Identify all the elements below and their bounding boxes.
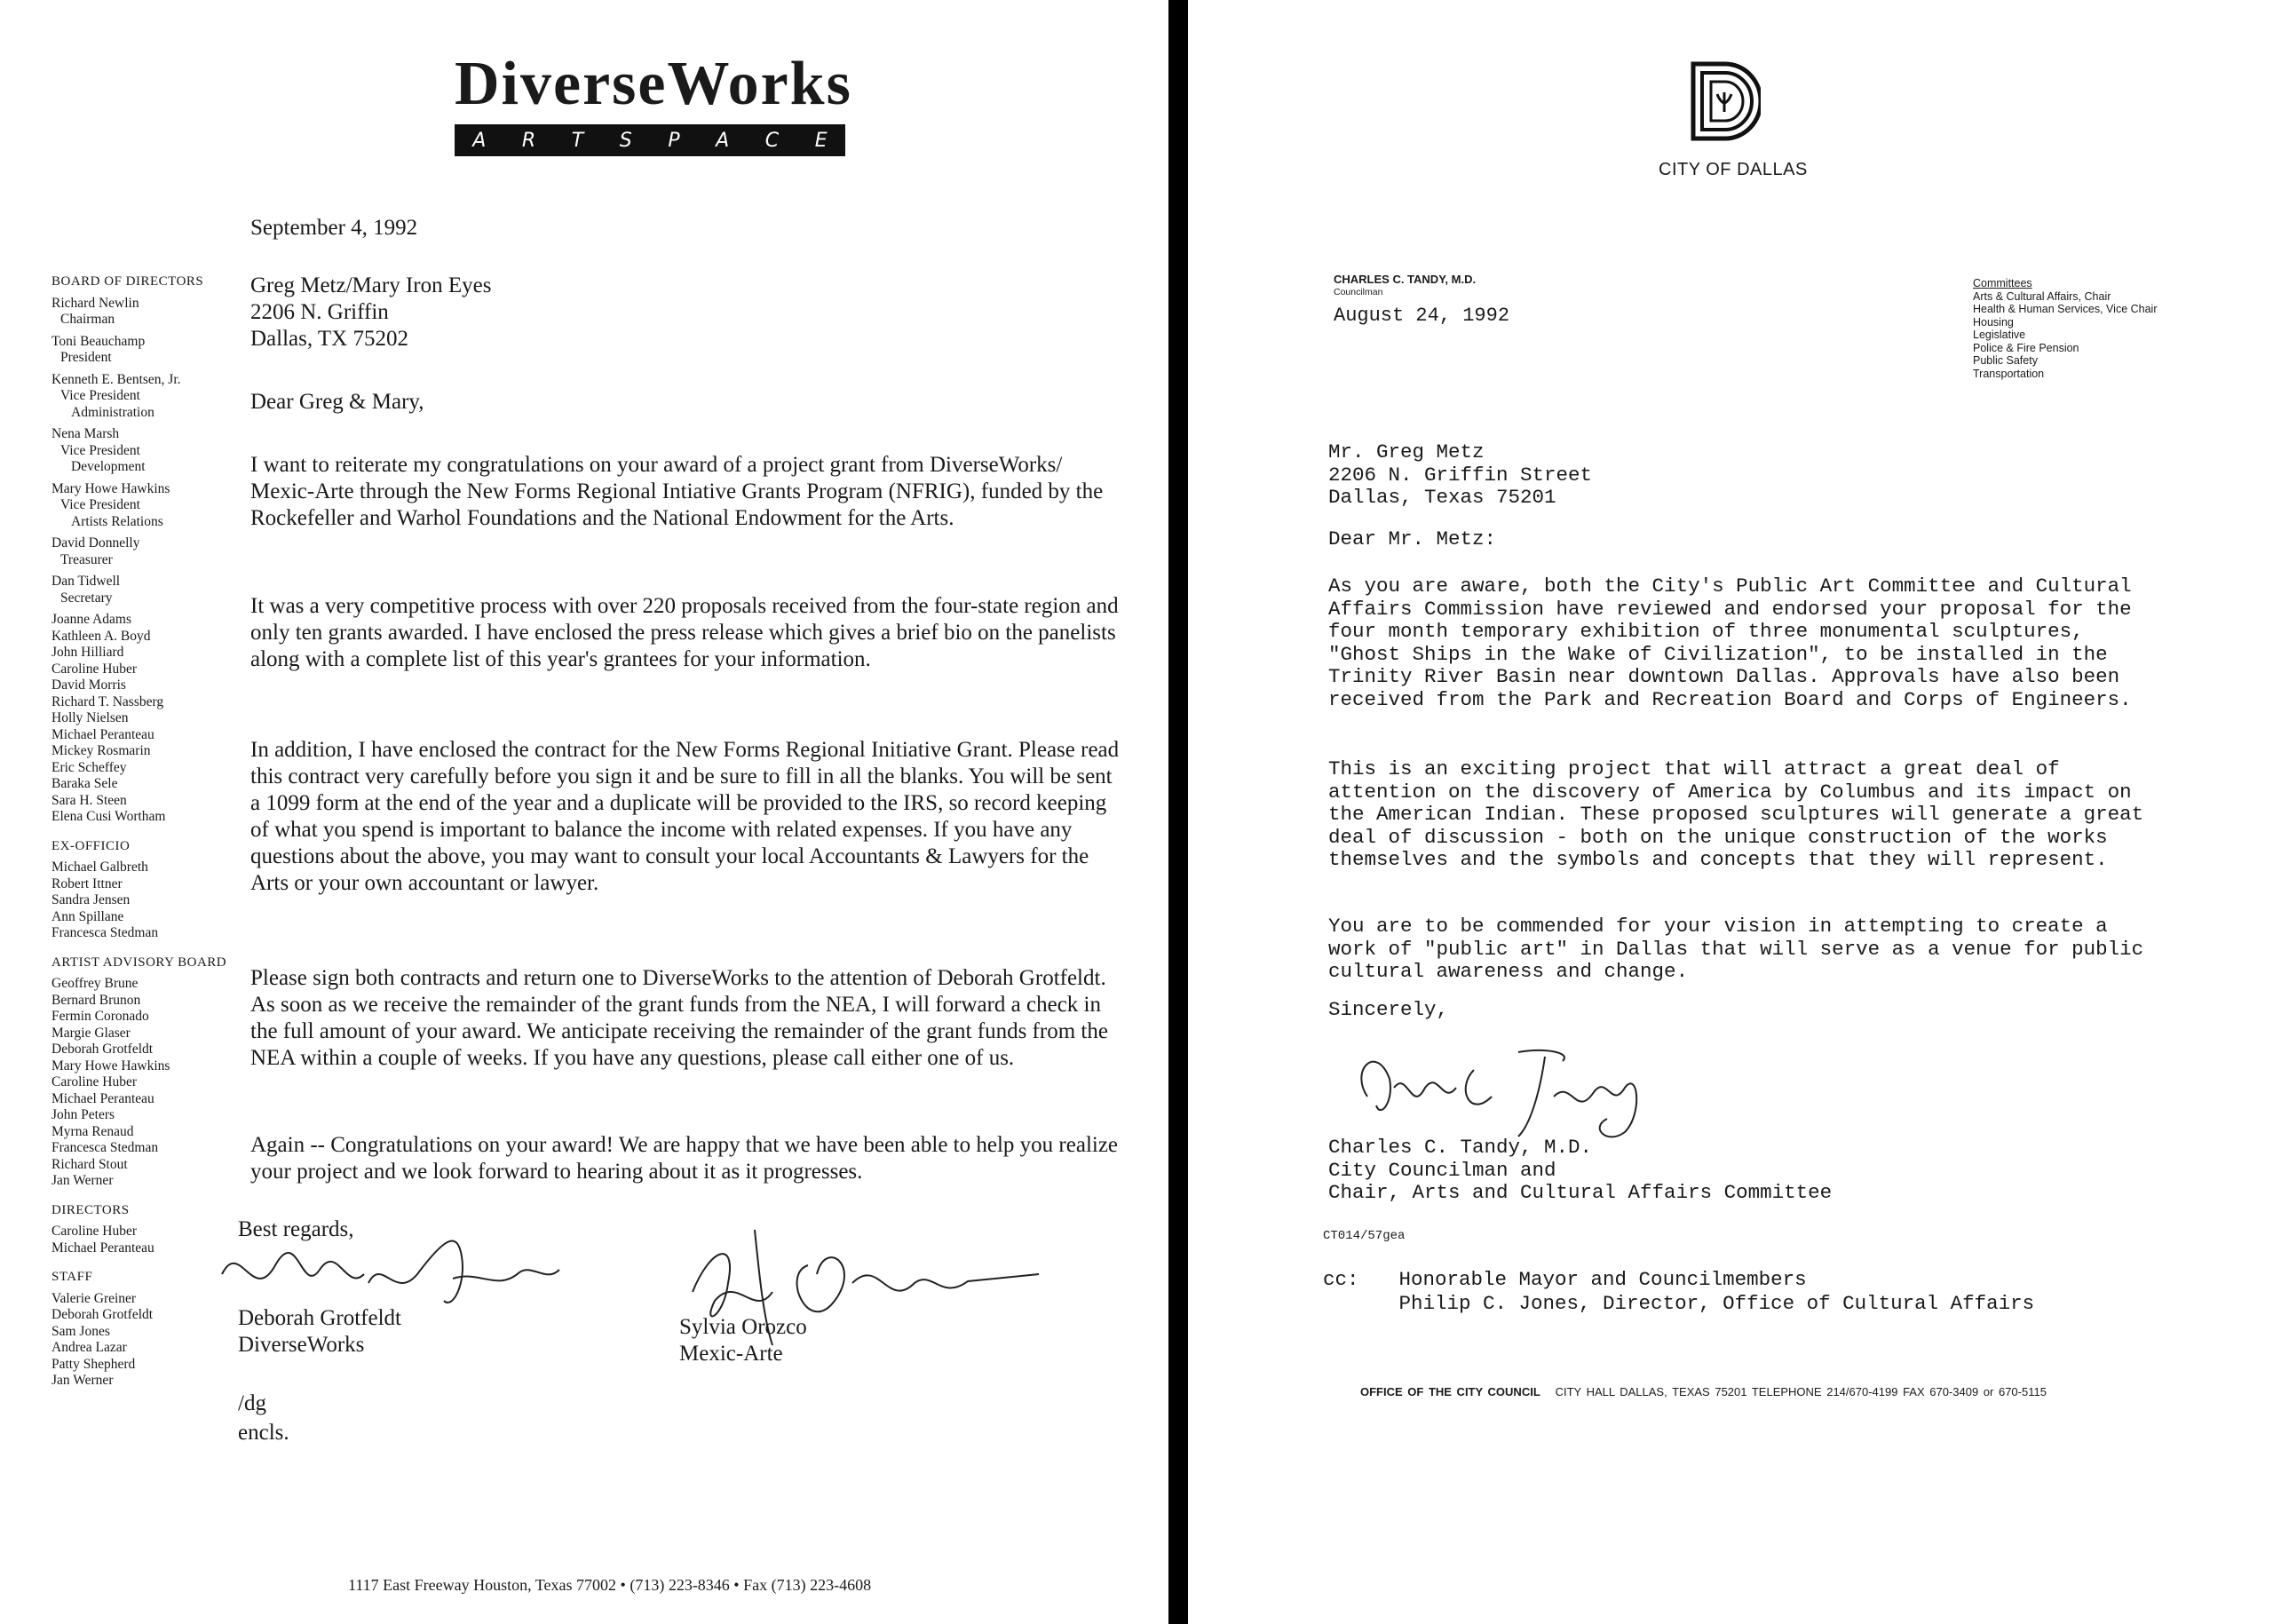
- member-name: Michael Peranteau: [51, 1240, 154, 1256]
- member-name: Francesca Stedman: [51, 925, 159, 940]
- member-name: Patty Shepherd: [51, 1356, 136, 1372]
- committee-item: Housing: [1973, 315, 2014, 329]
- member-name: Michael Peranteau: [51, 1090, 154, 1106]
- member-name: John Peters: [51, 1107, 115, 1122]
- member-name: Joanne Adams: [51, 612, 131, 627]
- committee-item: Transportation: [1973, 367, 2045, 380]
- cc-recipient: Philip C. Jones, Director, Office of Cultural Affairs: [1398, 1292, 2035, 1315]
- officer-entry: [51, 535, 247, 568]
- address-line: Dallas, Texas 75201: [1328, 486, 1556, 509]
- paragraph: Again -- Congratulations on your award! We are happy that we have been able to help you realize your project and we look forward to hearing about it as it progresses.: [250, 1133, 1119, 1184]
- officer-role: Development: [71, 459, 146, 474]
- footer-contact: CITY HALL DALLAS, TEXAS 75201 TELEPHONE 214/670-4199 FAX 670-3409 or 670-5115: [1555, 1385, 2047, 1398]
- officer-role: Vice President: [60, 497, 140, 512]
- letter-date: August 24, 1992: [1334, 305, 1510, 327]
- address-line: Dallas, TX 75202: [250, 327, 408, 351]
- member-name: Francesca Stedman: [51, 1140, 159, 1155]
- paragraph: It was a very competitive process with over 220 proposals received from the four-state region and only ten grants awarded. I have enclosed the press release which gives a brief bio on the panelists along with a complete list of this year's grantees for your information.: [250, 594, 1119, 671]
- page-divider: [1168, 0, 1188, 1624]
- salutation: Dear Mr. Metz:: [1328, 527, 1497, 551]
- diverseworks-footer: 1117 East Freeway Houston, Texas 77002 • (713) 223-8346 • Fax (713) 223-4608: [348, 1576, 872, 1594]
- officer-entry: [51, 574, 247, 606]
- diverseworks-logo: DiverseWorks: [455, 50, 852, 118]
- sidebar-heading: EX-OFFICIO: [51, 838, 131, 853]
- officer-role: Secretary: [60, 590, 113, 606]
- city-of-dallas-logo-icon: [1690, 60, 1761, 142]
- member-name: Sandra Jensen: [51, 892, 131, 907]
- member-name: Ann Spillane: [51, 908, 124, 924]
- member-name: Andrea Lazar: [51, 1340, 127, 1355]
- member-name: Caroline Huber: [51, 1074, 137, 1089]
- enclosures: encls.: [238, 1421, 289, 1445]
- sidebar-heading: ARTIST ADVISORY BOARD: [51, 955, 227, 970]
- officer-name: Toni Beauchamp: [51, 333, 146, 349]
- committee-item: Health & Human Services, Vice Chair: [1973, 303, 2158, 315]
- paragraph: You are to be commended for your vision in attempting to create a work of "public art" in Dallas that will serve as a venue for public cultural awareness and change.: [1328, 915, 2144, 983]
- artspace-letter: S: [619, 129, 632, 152]
- closing: Best regards,: [238, 1217, 354, 1241]
- member-name: Mary Howe Hawkins: [51, 1058, 170, 1073]
- member-name: Caroline Huber: [51, 1224, 137, 1239]
- member-name: Fermin Coronado: [51, 1009, 149, 1024]
- member-name: Richard T. Nassberg: [51, 693, 164, 709]
- member-name: Caroline Huber: [51, 661, 137, 677]
- artspace-letter: P: [668, 129, 680, 152]
- councilman-title: Councilman: [1334, 287, 1383, 297]
- paragraph: As you are aware, both the City's Public Art Committee and Cultural Affairs Commission have reviewed and endorsed your proposal for the four month temporary exhibition of three monumental sculptures, "Ghost Ships in the Wake of Civilization", to be installed in the Trinity River Basin near downtown Dallas. Approvals have also been received from the Park and Recreation Board and Corps of Engineers.: [1328, 574, 2132, 711]
- paragraph: This is an exciting project that will attract a great deal of attention on the discovery of America by Columbus and its impact on the American Indian. These proposed sculptures will generate a great deal of discussion - both on the unique construction of the works themselves and the symbols and concepts that they will represent.: [1328, 757, 2144, 871]
- cc-block: [1323, 1268, 2034, 1316]
- signature-line: Chair, Arts and Cultural Affairs Committee: [1328, 1181, 1833, 1204]
- artspace-letter: R: [521, 129, 536, 152]
- officer-name: David Donnelly: [51, 535, 140, 551]
- member-name: Holly Nielsen: [51, 710, 129, 725]
- address-line: 2206 N. Griffin: [250, 300, 389, 324]
- signature-line: Charles C. Tandy, M.D.: [1328, 1136, 1593, 1159]
- committee-item: Arts & Cultural Affairs, Chair: [1973, 289, 2111, 303]
- member-name: Myrna Renaud: [51, 1123, 134, 1139]
- officer-name: Richard Newlin: [51, 295, 139, 311]
- member-name: Elena Cusi Wortham: [51, 809, 166, 824]
- member-name: Mickey Rosmarin: [51, 743, 151, 758]
- closing: Sincerely,: [1328, 998, 1449, 1021]
- member-name: Bernard Brunon: [51, 992, 141, 1008]
- cc-label: cc:: [1323, 1268, 1359, 1291]
- officer-entry: [51, 372, 247, 422]
- member-name: David Morris: [51, 677, 126, 693]
- signature-line: City Councilman and: [1328, 1158, 1556, 1182]
- signer1-block: [238, 1305, 401, 1359]
- recipient-address: [1328, 441, 2158, 510]
- typist-initials: /dg: [238, 1391, 266, 1415]
- officer-role: Administration: [71, 404, 154, 420]
- officer-role: Artists Relations: [71, 513, 163, 529]
- member-name: Richard Stout: [51, 1156, 128, 1172]
- member-name: Geoffrey Brune: [51, 976, 139, 991]
- officer-name: Mary Howe Hawkins: [51, 480, 170, 496]
- address-line: Greg Metz/Mary Iron Eyes: [250, 273, 492, 297]
- member-name: Kathleen A. Boyd: [51, 628, 151, 644]
- artspace-letter: C: [764, 129, 780, 152]
- officer-name: Nena Marsh: [51, 426, 120, 441]
- cc-recipient: Honorable Mayor and Councilmembers: [1398, 1268, 1807, 1291]
- recipient-address: [250, 273, 1121, 353]
- paragraph: In addition, I have enclosed the contract for the New Forms Regional Initiative Grant. Please read this contract very carefully before you sign it and be sure to fill in all the blanks. You will be sent a 1099 form at the end of the year and a duplicate will be provided to the IRS, so record keeping of what you spend is important to balance the income with related expenses. If you have any questions about the above, you may want to consult your local Accountants & Lawyers for the Arts or your own accountant or lawyer.: [250, 738, 1120, 895]
- reference-code: CT014/57gea: [1323, 1229, 1406, 1243]
- member-name: John Hilliard: [51, 645, 124, 660]
- tandy-signature: [1341, 1034, 1678, 1141]
- member-name: Eric Scheffey: [51, 759, 127, 775]
- sidebar-heading: STAFF: [51, 1270, 93, 1284]
- sidebar-section: [51, 955, 247, 1190]
- member-name: Deborah Grotfeldt: [51, 1307, 154, 1322]
- member-name: Michael Galbreth: [51, 860, 148, 875]
- address-line: 2206 N. Griffin Street: [1328, 463, 1593, 487]
- artspace-letter: A: [716, 129, 730, 152]
- sidebar-section: [51, 838, 247, 942]
- officer-role: Vice President: [60, 442, 140, 458]
- committee-item: Police & Fire Pension: [1973, 341, 2079, 354]
- signer2-block: [679, 1314, 807, 1367]
- artspace-banner: [455, 124, 845, 156]
- paragraph: I want to reiterate my congratulations on your award of a project grant from DiverseWorks/ Mexic-Arte through the New Forms Regional Intiative Grants Program (NFRIG), funded by the Rockefeller and Warhol Foundations and the National Endowment for the Arts.: [250, 453, 1104, 530]
- artspace-letter: T: [571, 129, 584, 152]
- address-line: Mr. Greg Metz: [1328, 440, 1485, 463]
- signer2-name: Sylvia Orozco: [679, 1315, 807, 1339]
- officer-entry: [51, 296, 247, 329]
- officer-entry: [51, 481, 247, 531]
- committee-item: Public Safety: [1973, 354, 2038, 367]
- member-name: Sam Jones: [51, 1323, 110, 1339]
- officer-entry: [51, 426, 247, 476]
- sidebar-heading: DIRECTORS: [51, 1202, 130, 1217]
- footer-office: OFFICE OF THE CITY COUNCIL: [1360, 1385, 1540, 1398]
- committees-list: [1973, 277, 2158, 380]
- artspace-letter: E: [814, 129, 828, 152]
- member-name: Robert Ittner: [51, 875, 123, 891]
- signer2-org: Mexic-Arte: [679, 1342, 783, 1366]
- councilman-name: CHARLES C. TANDY, M.D.: [1334, 273, 1477, 286]
- member-name: Margie Glaser: [51, 1025, 131, 1041]
- signature-lines: [1328, 1137, 2158, 1205]
- officer-role: President: [60, 350, 112, 365]
- artspace-letter: A: [472, 129, 487, 152]
- committee-item: Legislative: [1973, 329, 2026, 341]
- city-of-dallas-name: CITY OF DALLAS: [1659, 160, 1808, 179]
- paragraph: Please sign both contracts and return one to DiverseWorks to the attention of Deborah Grotfeldt. As soon as we receive the remainder of the grant funds from the NEA, I will forward a check in the full amount of your award. We anticipate receiving the remainder of the grant funds from the NEA within a couple of weeks. If you have any questions, please call either one of us.: [250, 966, 1108, 1070]
- officer-role: Chairman: [60, 312, 115, 327]
- city-council-footer: [1360, 1385, 2047, 1398]
- salutation: Dear Greg & Mary,: [250, 390, 424, 414]
- member-name: Jan Werner: [51, 1373, 114, 1388]
- letter-date: September 4, 1992: [250, 216, 418, 240]
- member-name: Valerie Greiner: [51, 1290, 137, 1306]
- officer-role: Treasurer: [60, 551, 113, 567]
- officer-name: Dan Tidwell: [51, 574, 121, 589]
- officer-entry: [51, 334, 247, 367]
- officer-name: Kenneth E. Bentsen, Jr.: [51, 371, 181, 387]
- officer-role: Vice President: [60, 388, 140, 403]
- signer1-org: DiverseWorks: [238, 1333, 365, 1357]
- member-name: Baraka Sele: [51, 776, 118, 791]
- member-name: Deborah Grotfeldt: [51, 1042, 154, 1057]
- signer1-name: Deborah Grotfeldt: [238, 1306, 401, 1330]
- sidebar-heading: BOARD OF DIRECTORS: [51, 274, 204, 289]
- member-name: Michael Peranteau: [51, 726, 154, 742]
- committees-heading: Committees: [1973, 277, 2032, 289]
- member-name: Jan Werner: [51, 1173, 114, 1188]
- sidebar-section: [51, 273, 247, 826]
- member-name: Sara H. Steen: [51, 792, 127, 808]
